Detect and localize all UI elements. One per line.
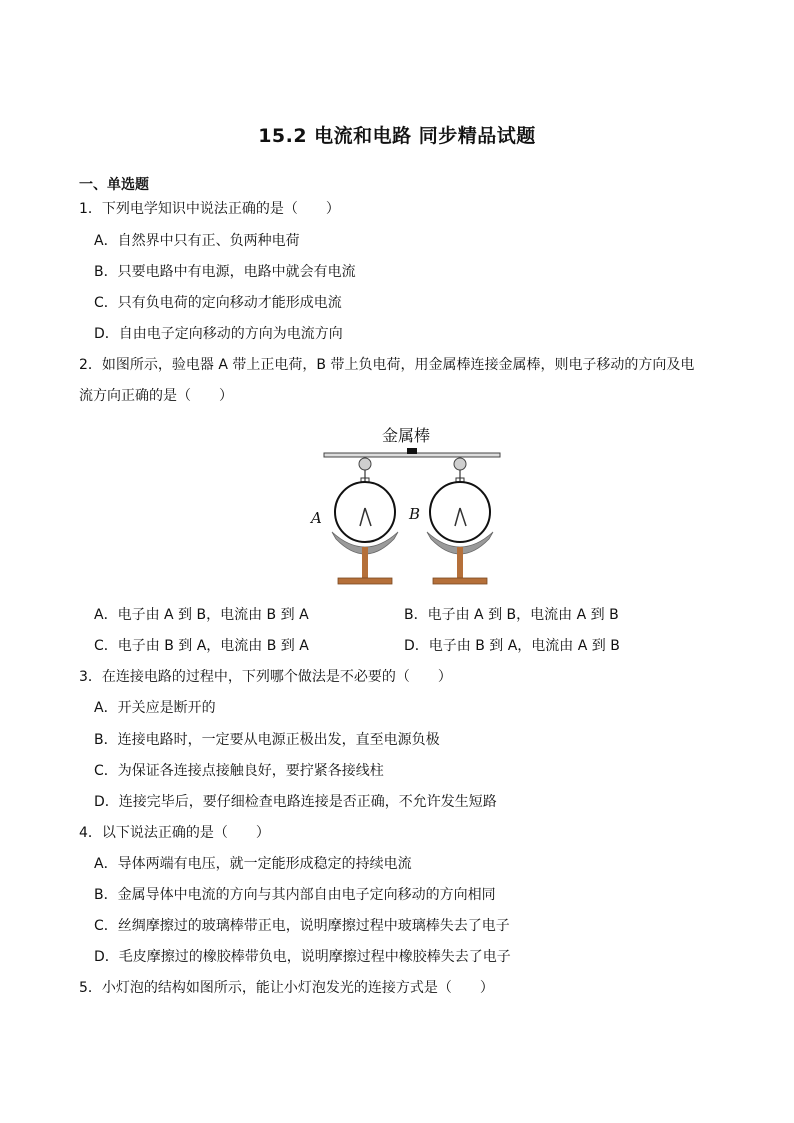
question-2-stem-line2: 流方向正确的是（ ）: [79, 388, 233, 404]
question-3-option-a: A．开关应是断开的: [94, 700, 216, 716]
electroscope-a: [332, 458, 398, 584]
question-3-option-c: C．为保证各连接点接触良好，要拧紧各接线柱: [94, 763, 384, 779]
question-2-option-b: B．电子由 A 到 B，电流由 A 到 B: [404, 607, 619, 623]
question-2-stem-line1: 2．如图所示，验电器 A 带上正电荷，B 带上负电荷，用金属棒连接金属棒，则电子移动的方向及电: [79, 357, 695, 373]
page-title: 15.2 电流和电路 同步精品试题: [258, 125, 536, 147]
metal-rod-label: 金属棒: [381, 426, 431, 445]
question-3-stem: 3．在连接电路的过程中，下列哪个做法是不必要的（ ）: [79, 669, 452, 685]
section-heading: 一、单选题: [79, 177, 149, 193]
question-1-stem: 1．下列电学知识中说法正确的是（ ）: [79, 201, 340, 217]
electroscope-b: [427, 458, 493, 584]
question-3-option-b: B．连接电路时，一定要从电源正极出发，直至电源负极: [94, 732, 440, 748]
label-a: A: [311, 509, 322, 527]
question-5-stem: 5．小灯泡的结构如图所示，能让小灯泡发光的连接方式是（ ）: [79, 980, 494, 996]
rod-handle: [407, 448, 417, 454]
electroscope-figure: [308, 420, 508, 590]
question-4-stem: 4．以下说法正确的是（ ）: [79, 825, 270, 841]
label-b: B: [409, 505, 421, 523]
question-4-option-a: A．导体两端有电压，就一定能形成稳定的持续电流: [94, 856, 412, 872]
question-4-option-d: D．毛皮摩擦过的橡胶棒带负电，说明摩擦过程中橡胶棒失去了电子: [94, 949, 511, 965]
question-1-option-d: D．自由电子定向移动的方向为电流方向: [94, 326, 343, 342]
question-2-option-c: C．电子由 B 到 A，电流由 B 到 A: [94, 638, 309, 654]
question-1-option-b: B．只要电路中有电源，电路中就会有电流: [94, 264, 356, 280]
question-1-option-a: A．自然界中只有正、负两种电荷: [94, 233, 300, 249]
question-4-option-c: C．丝绸摩擦过的玻璃棒带正电，说明摩擦过程中玻璃棒失去了电子: [94, 918, 510, 934]
question-2-option-a: A．电子由 A 到 B，电流由 B 到 A: [94, 607, 309, 623]
question-4-option-b: B．金属导体中电流的方向与其内部自由电子定向移动的方向相同: [94, 887, 496, 903]
question-2-option-d: D．电子由 B 到 A，电流由 A 到 B: [404, 638, 620, 654]
question-3-option-d: D．连接完毕后，要仔细检查电路连接是否正确，不允许发生短路: [94, 794, 497, 810]
question-1-option-c: C．只有负电荷的定向移动才能形成电流: [94, 295, 342, 311]
